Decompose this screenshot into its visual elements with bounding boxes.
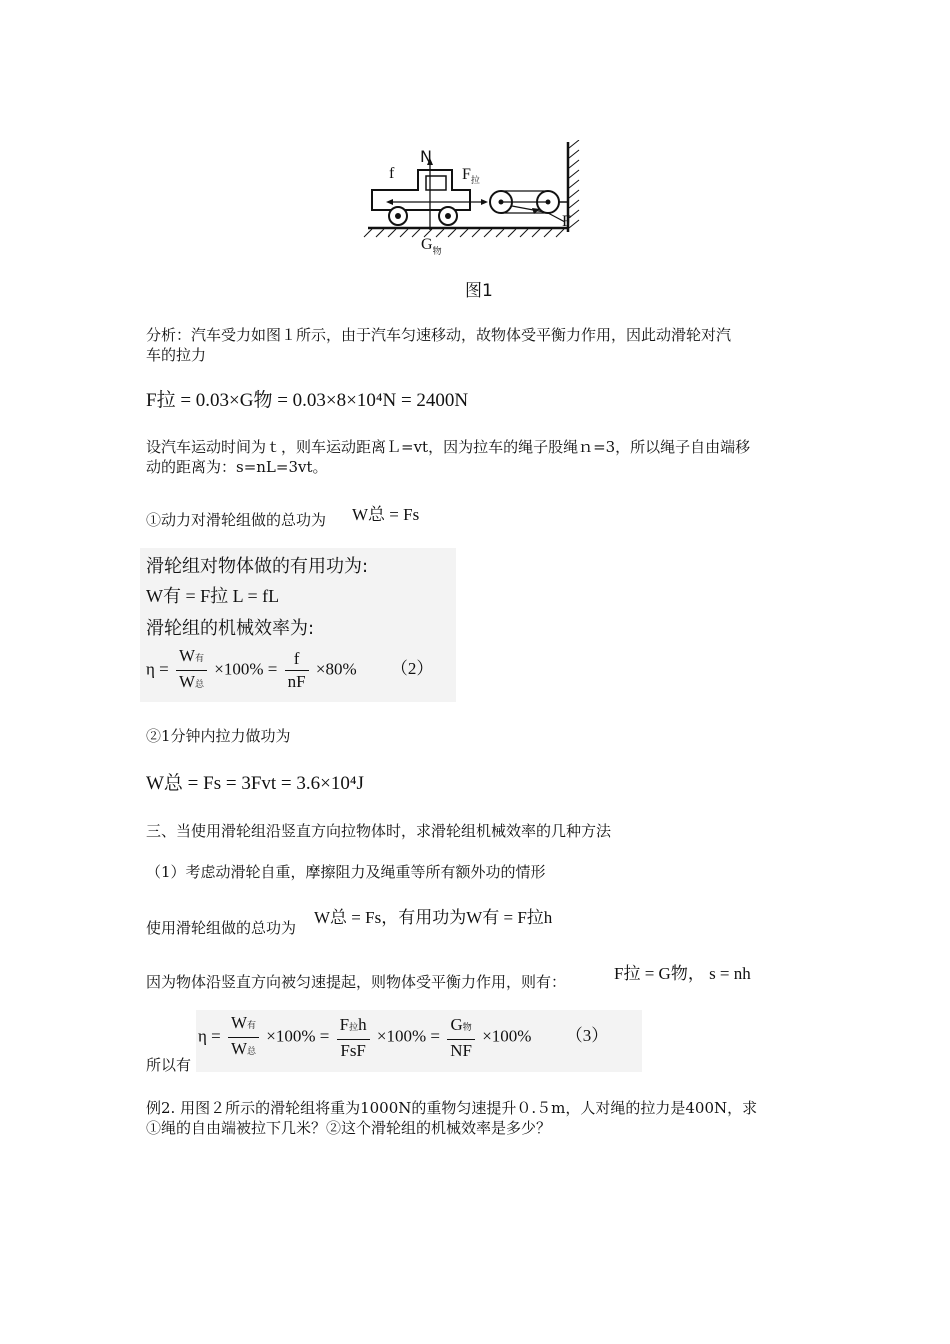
label-F-pull: $F_拉$ bbox=[462, 166, 480, 186]
label-G: $G_物$ bbox=[421, 236, 442, 257]
paragraph-2-line-1: 设汽车运动时间为ｔ，则车运动距离Ｌ=vt，因为拉车的绳子股绳ｎ=3，所以绳子自由端移 bbox=[146, 438, 751, 456]
analysis-line-2: 车的拉力 bbox=[146, 346, 207, 364]
equation-pull-force: F拉 = 0.03×G物 = 0.03×8×10⁴N = 2400N bbox=[146, 390, 469, 411]
total-work-text: 使用滑轮组做的总功为 bbox=[146, 919, 297, 937]
example-2-line-2: ①绳的自由端被拉下几米？②这个滑轮组的机械效率是多少？ bbox=[146, 1119, 552, 1137]
case-1-heading: （1）考虑动滑轮自重，摩擦阻力及绳重等所有额外功的情形 bbox=[146, 863, 546, 881]
efficiency-title: 滑轮组的机械效率为: bbox=[146, 618, 315, 639]
item-2-formula: W总 = Fs = 3Fvt = 3.6×10⁴J bbox=[146, 773, 364, 794]
balance-formula: F拉 = G物， s = nh bbox=[614, 964, 751, 983]
label-f: f bbox=[389, 165, 395, 182]
label-N: N bbox=[420, 147, 432, 166]
efficiency-equation-3: η = $\frac{\text{W有}}{\text{W总}}$ ×100% = $\frac{\text{F拉h}}{\text{FsF}}$ ×100% = $\frac{\text{G物}}{NF}$ ×100% （3） bbox=[198, 1013, 609, 1060]
item-2-text: ②1分钟内拉力做功为 bbox=[146, 727, 291, 745]
figure-1-diagram bbox=[360, 140, 600, 265]
total-work-formula: W总 = Fs，有用功为W有 = F拉h bbox=[314, 908, 553, 927]
efficiency-equation: η = $\frac{\text{W有}}{\text{W总}}$ ×100% = $\frac{f}{nF}$ ×80% （2） bbox=[146, 646, 434, 691]
label-F: F bbox=[562, 213, 571, 230]
example-2-line-1: 例2. 用图２所示的滑轮组将重为1000N的重物匀速提升０.５m，人对绳的拉力是400N，求 bbox=[146, 1099, 758, 1117]
balance-text: 因为物体沿竖直方向被匀速提起，则物体受平衡力作用，则有： bbox=[146, 973, 567, 991]
paragraph-2-line-2: 动的距离为：s=nL=3vt。 bbox=[146, 458, 328, 476]
figure-1-caption: 图1 bbox=[465, 281, 493, 301]
item-1-text: ①动力对滑轮组做的总功为 bbox=[146, 511, 327, 529]
so-with-text: 所以有 bbox=[146, 1056, 192, 1074]
useful-work-equation: W有 = F拉 L = fL bbox=[146, 586, 280, 606]
useful-work-title: 滑轮组对物体做的有用功为: bbox=[146, 556, 369, 577]
analysis-line-1: 分析：汽车受力如图１所示，由于汽车匀速移动，故物体受平衡力作用，因此动滑轮对汽 bbox=[146, 326, 732, 344]
section-3-heading: 三、当使用滑轮组沿竖直方向拉物体时，求滑轮组机械效率的几种方法 bbox=[146, 822, 612, 840]
item-1-formula: W总 = Fs bbox=[352, 505, 420, 524]
